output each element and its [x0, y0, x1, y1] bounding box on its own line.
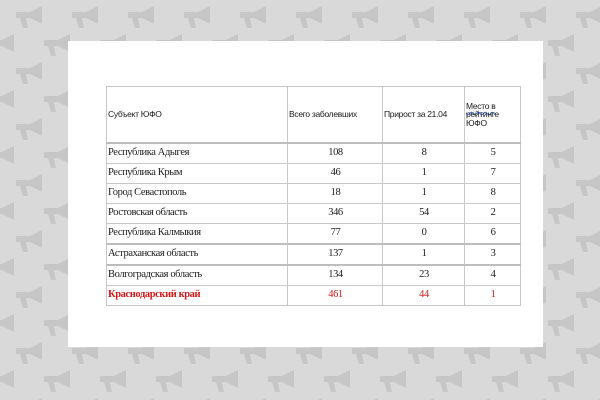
table-row — [107, 244, 521, 265]
cell-total: 137 — [288, 244, 383, 265]
cell-rank: 7 — [465, 164, 521, 184]
cell-total: 77 — [288, 224, 383, 245]
cell-total: 46 — [288, 164, 383, 184]
table-row — [107, 204, 521, 224]
table-header-row — [107, 87, 521, 144]
cell-region: Республика Крым — [107, 164, 288, 184]
cell-rank: 1 — [465, 286, 521, 306]
table-row — [107, 164, 521, 184]
cell-increase: 44 — [383, 286, 465, 306]
cell-total: 461 — [288, 286, 383, 306]
cell-increase: 1 — [383, 164, 465, 184]
cell-region: Краснодарский край — [107, 286, 288, 306]
cell-total: 18 — [288, 184, 383, 204]
cell-total: 346 — [288, 204, 383, 224]
cell-total: 134 — [288, 265, 383, 286]
covid-cases-table — [106, 86, 521, 306]
header-increase: Прирост за 21.04 — [383, 87, 465, 144]
cell-total: 108 — [288, 143, 383, 164]
cell-region: Город Севастополь — [107, 184, 288, 204]
table-row — [107, 143, 521, 164]
cell-region: Республика Адыгея — [107, 143, 288, 164]
cell-region: Республика Калмыкия — [107, 224, 288, 245]
table-row — [107, 184, 521, 204]
cell-rank: 3 — [465, 244, 521, 265]
cell-increase: 23 — [383, 265, 465, 286]
table-row-highlighted — [107, 286, 521, 306]
header-rank — [465, 87, 521, 144]
cell-region: Ростовская область — [107, 204, 288, 224]
cell-rank: 2 — [465, 204, 521, 224]
cell-rank: 4 — [465, 265, 521, 286]
header-region: Субъект ЮФО — [107, 87, 288, 144]
cell-rank: 6 — [465, 224, 521, 245]
header-rank-line1: Место в — [466, 100, 496, 111]
document-card — [68, 41, 543, 347]
cell-rank: 8 — [465, 184, 521, 204]
cell-region: Астраханская область — [107, 244, 288, 265]
cell-increase: 1 — [383, 184, 465, 204]
header-total: Всего заболевших — [288, 87, 383, 144]
table-row — [107, 265, 521, 286]
cell-rank: 5 — [465, 143, 521, 164]
header-rank-line2: рейтинге — [466, 109, 499, 120]
cell-region: Волгоградская область — [107, 265, 288, 286]
cell-increase: 0 — [383, 224, 465, 245]
cell-increase: 8 — [383, 143, 465, 164]
cell-increase: 1 — [383, 244, 465, 265]
table-row — [107, 224, 521, 245]
cell-increase: 54 — [383, 204, 465, 224]
header-rank-line3: ЮФО — [466, 117, 487, 128]
